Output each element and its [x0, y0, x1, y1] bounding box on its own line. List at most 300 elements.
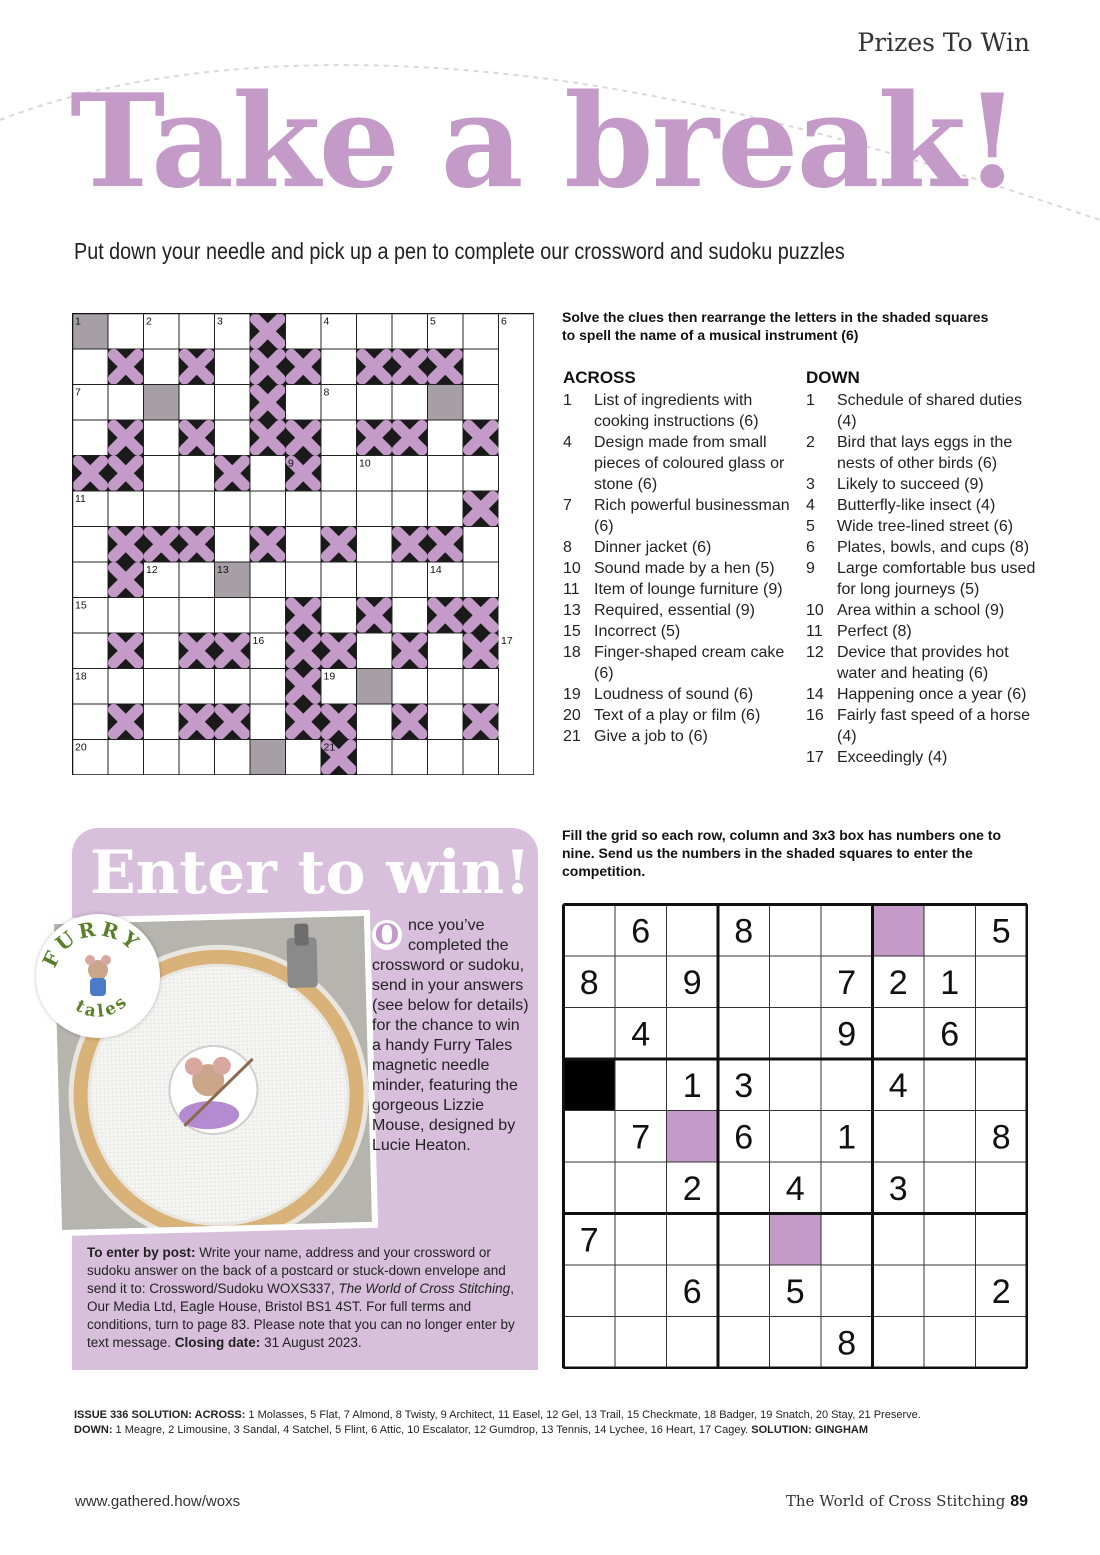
across-clues	[563, 368, 798, 747]
sudoku-cell[interactable]	[770, 1214, 822, 1266]
sudoku-cell[interactable]	[564, 1059, 616, 1111]
crossword-block	[463, 704, 499, 740]
crossword-block	[215, 704, 251, 740]
crossword-cell[interactable]	[144, 669, 180, 705]
across-clue-list	[563, 390, 798, 747]
down-heading: DOWN	[806, 368, 860, 387]
clue-item-number: 7	[563, 497, 572, 514]
crossword-block	[144, 527, 180, 563]
sudoku-cell[interactable]	[770, 1008, 822, 1060]
clue-number: 14	[430, 564, 442, 576]
sudoku-given: 7	[631, 1118, 651, 1157]
sudoku-given: 8	[579, 963, 599, 1002]
crossword-cell[interactable]	[73, 527, 109, 563]
crossword-cell[interactable]	[357, 633, 393, 669]
crossword-block	[108, 562, 144, 598]
clue-item-number: 3	[806, 476, 815, 493]
clue-number: 3	[217, 315, 223, 328]
sudoku-given: 8	[991, 1118, 1011, 1157]
crossword-cell[interactable]	[144, 491, 180, 527]
clue-item	[806, 474, 1036, 495]
sudoku-cell[interactable]	[564, 905, 616, 957]
clue-item-number: 5	[806, 518, 815, 535]
crossword-cell[interactable]	[428, 740, 464, 776]
crossword-cell[interactable]	[428, 704, 464, 740]
sudoku-cell[interactable]	[924, 1162, 976, 1214]
clue-item-number: 9	[806, 560, 815, 577]
crossword-cell[interactable]	[108, 491, 144, 527]
clue-item	[806, 432, 1036, 474]
sudoku-cell[interactable]	[615, 956, 667, 1008]
crossword-block	[108, 704, 144, 740]
sudoku-cell[interactable]	[821, 1265, 873, 1317]
crossword-cell[interactable]	[428, 420, 464, 456]
sudoku-cell[interactable]	[667, 1008, 719, 1060]
sudoku-given: 9	[682, 963, 702, 1002]
sudoku-cell[interactable]	[924, 1317, 976, 1369]
sudoku-cell[interactable]	[821, 905, 873, 957]
clue-item-text: Rich powerful businessman (6)	[594, 497, 790, 535]
crossword-cell[interactable]	[179, 669, 215, 705]
sudoku-given: 1	[837, 1118, 857, 1157]
section-label: Prizes To Win	[857, 28, 1030, 57]
crossword-cell[interactable]	[73, 562, 109, 598]
sudoku-cell[interactable]	[615, 1317, 667, 1369]
sudoku-cell[interactable]	[615, 1214, 667, 1266]
down-clues	[806, 368, 1036, 768]
crossword-cell[interactable]	[179, 491, 215, 527]
crossword-cell[interactable]	[250, 456, 286, 492]
clue-item-text: Plates, bowls, and cups (8)	[837, 539, 1030, 556]
sudoku-cell[interactable]	[873, 1214, 925, 1266]
clue-item-text: Item of lounge furniture (9)	[594, 581, 783, 598]
crossword-cell[interactable]	[215, 420, 251, 456]
sudoku-cell[interactable]	[821, 1059, 873, 1111]
sudoku-cell[interactable]	[718, 1214, 770, 1266]
clue-item-text: Butterfly-like insect (4)	[837, 497, 996, 514]
crossword-cell[interactable]	[463, 349, 499, 385]
clue-number: 6	[501, 315, 507, 328]
crossword-block	[250, 385, 286, 421]
clue-item	[806, 537, 1036, 558]
clue-item-number: 17	[806, 749, 824, 766]
crossword-cell[interactable]	[357, 314, 393, 350]
crossword-cell[interactable]	[286, 491, 322, 527]
crossword-block	[179, 633, 215, 669]
clue-item	[806, 747, 1036, 768]
sudoku-cell[interactable]	[615, 1265, 667, 1317]
crossword-block	[286, 704, 322, 740]
crossword-block	[108, 527, 144, 563]
closing-date-label: Closing date:	[174, 1335, 261, 1350]
crossword-block	[108, 349, 144, 385]
clue-item-text: Loudness of sound (6)	[594, 686, 754, 703]
clue-number: 17	[501, 635, 513, 647]
sudoku-cell[interactable]	[873, 1265, 925, 1317]
crossword-cell[interactable]	[215, 740, 251, 776]
sudoku-given: 9	[837, 1015, 857, 1054]
clue-item-number: 4	[563, 434, 572, 451]
sudoku-cell[interactable]	[924, 1265, 976, 1317]
sudoku-given: 7	[837, 963, 857, 1002]
crossword-cell[interactable]	[179, 598, 215, 634]
clue-item-text: Large comfortable bus used for long journeys (5)	[837, 560, 1036, 598]
sudoku-instruction: Fill the grid so each row, column and 3x3 box has numbers one to nine. Send us the numbers in the shaded squares to enter the competition.	[562, 827, 1002, 879]
crossword-cell[interactable]	[250, 562, 286, 598]
sudoku-cell[interactable]	[770, 1059, 822, 1111]
sudoku-grid[interactable]	[562, 903, 1028, 1369]
crossword-cell[interactable]	[179, 562, 215, 598]
crossword-block	[463, 598, 499, 634]
crossword-cell[interactable]	[144, 385, 180, 421]
sudoku-cell[interactable]	[770, 1111, 822, 1163]
crossword-cell[interactable]	[463, 314, 499, 350]
sudoku-cell[interactable]	[564, 1162, 616, 1214]
clue-number: 2	[146, 315, 152, 328]
crossword-cell[interactable]	[250, 704, 286, 740]
footer-magazine	[780, 1492, 1028, 1511]
clue-item-number: 13	[563, 602, 581, 619]
sudoku-cell[interactable]	[924, 1111, 976, 1163]
sudoku-cell[interactable]	[821, 1162, 873, 1214]
post-label: To enter by post:	[87, 1245, 196, 1260]
previous-solution	[74, 1408, 1074, 1438]
crossword-cell[interactable]	[144, 456, 180, 492]
clue-number: 13	[217, 564, 229, 576]
crossword-cell[interactable]	[357, 740, 393, 776]
clue-item-number: 10	[806, 602, 824, 619]
clue-item	[806, 495, 1036, 516]
sudoku-cell[interactable]	[615, 1059, 667, 1111]
clue-item-number: 21	[563, 728, 581, 745]
clue-item	[806, 621, 1036, 642]
sudoku-cell[interactable]	[924, 1214, 976, 1266]
crossword-cell[interactable]	[463, 456, 499, 492]
crossword-cell[interactable]	[179, 740, 215, 776]
sudoku-cell[interactable]	[976, 1317, 1028, 1369]
crossword-instruction: Solve the clues then rearrange the letters in the shaded squares to spell the name of a musical instrument (6)	[562, 309, 989, 343]
clue-number: 12	[146, 564, 158, 576]
clue-item-number: 4	[806, 497, 815, 514]
clue-item-number: 10	[563, 560, 581, 577]
sudoku-cell[interactable]	[718, 1162, 770, 1214]
crossword-cell[interactable]	[321, 456, 357, 492]
clue-item-text: Text of a play or film (6)	[594, 707, 761, 724]
sudoku-cell[interactable]	[821, 1214, 873, 1266]
crossword-cell[interactable]	[286, 562, 322, 598]
page-title: Take a break!	[70, 67, 1019, 217]
clue-number: 8	[323, 386, 330, 399]
crossword-cell[interactable]	[428, 385, 464, 421]
crossword-cell[interactable]	[286, 740, 322, 776]
crossword-cell[interactable]	[392, 562, 428, 598]
crossword-block	[286, 598, 322, 634]
clue-number: 9	[288, 457, 294, 470]
clue-item-text: Give a job to (6)	[594, 728, 708, 745]
sudoku-given: 6	[940, 1015, 960, 1054]
clue-item-text: Incorrect (5)	[594, 623, 681, 640]
crossword-cell[interactable]	[321, 562, 357, 598]
clue-item-number: 12	[806, 644, 824, 661]
crossword-cell[interactable]	[428, 669, 464, 705]
crossword-cell[interactable]	[73, 349, 109, 385]
page-number: 89	[1010, 1493, 1028, 1510]
crossword-cell[interactable]	[428, 491, 464, 527]
sudoku-given: 1	[682, 1066, 702, 1105]
crossword-cell[interactable]	[463, 562, 499, 598]
crossword-cell[interactable]	[428, 456, 464, 492]
clue-item-number: 2	[806, 434, 815, 451]
sudoku-given: 4	[631, 1015, 651, 1054]
crossword-cell[interactable]	[215, 491, 251, 527]
crossword-cell[interactable]	[392, 740, 428, 776]
clue-item-text: Area within a school (9)	[837, 602, 1005, 619]
clue-item-number: 18	[563, 644, 581, 661]
badge-text-bottom: tales	[72, 990, 133, 1023]
sudoku-cell[interactable]	[770, 905, 822, 957]
crossword-cell[interactable]	[144, 598, 180, 634]
crossword-cell[interactable]	[144, 633, 180, 669]
crossword-cell[interactable]	[392, 491, 428, 527]
sudoku-cell[interactable]	[564, 1008, 616, 1060]
crossword-cell[interactable]	[215, 598, 251, 634]
crossword-cell[interactable]	[144, 740, 180, 776]
competition-description	[372, 916, 532, 1156]
crossword-block	[357, 598, 393, 634]
sudoku-cell[interactable]	[718, 956, 770, 1008]
competition-title: Enter to win!	[90, 838, 531, 908]
sudoku-given: 6	[734, 1118, 754, 1157]
sudoku-given: 1	[940, 963, 960, 1002]
clue-number: 11	[75, 493, 86, 505]
solution-across-label: ACROSS:	[191, 1409, 246, 1421]
crossword-block	[286, 669, 322, 705]
clue-item-text: Device that provides hot water and heating (6)	[837, 644, 1009, 682]
sudoku-cell[interactable]	[976, 1162, 1028, 1214]
sudoku-given: 2	[682, 1169, 702, 1208]
clue-item	[806, 684, 1036, 705]
sudoku-given: 2	[888, 963, 908, 1002]
sudoku-cell[interactable]	[667, 1111, 719, 1163]
crossword-cell[interactable]	[286, 527, 322, 563]
clue-item	[563, 432, 798, 495]
sudoku-cell[interactable]	[667, 1214, 719, 1266]
clue-item	[563, 621, 798, 642]
crossword-block	[286, 349, 322, 385]
sudoku-given: 7	[579, 1221, 599, 1260]
crossword-cell[interactable]	[250, 740, 286, 776]
crossword-block	[463, 420, 499, 456]
competition-body: nce you’ve completed the crossword or sudoku, send in your answers (see below for details) for the chance to win a handy Furry Tales magnetic needle minder, featuring the gorgeous Lizzie Mouse, designed by Lucie Heaton.	[372, 917, 529, 1154]
crossword-block	[392, 420, 428, 456]
crossword-block	[108, 456, 144, 492]
clue-item	[806, 642, 1036, 684]
crossword-cell[interactable]	[321, 349, 357, 385]
crossword-cell[interactable]	[463, 669, 499, 705]
crossword-block	[357, 420, 393, 456]
sudoku-cell[interactable]	[718, 1265, 770, 1317]
clue-item-number: 11	[806, 623, 823, 640]
crossword-cell[interactable]	[250, 598, 286, 634]
crossword-block	[250, 349, 286, 385]
sudoku-cell[interactable]	[718, 1008, 770, 1060]
crossword-cell[interactable]	[357, 669, 393, 705]
sudoku-cell[interactable]	[976, 1214, 1028, 1266]
crossword-block	[357, 349, 393, 385]
clue-item	[563, 705, 798, 726]
sudoku-cell[interactable]	[873, 1111, 925, 1163]
crossword-cell[interactable]	[73, 704, 109, 740]
sudoku-given: 2	[991, 1272, 1011, 1311]
crossword-block	[108, 420, 144, 456]
clue-item-text: Finger-shaped cream cake (6)	[594, 644, 785, 682]
crossword-block	[179, 349, 215, 385]
sudoku-given: 4	[785, 1169, 805, 1208]
crossword-cell[interactable]	[250, 669, 286, 705]
sudoku-cell[interactable]	[667, 1317, 719, 1369]
crossword-cell[interactable]	[321, 491, 357, 527]
sudoku-cell[interactable]	[873, 905, 925, 957]
clue-item-number: 1	[806, 392, 815, 409]
sudoku-cell[interactable]	[564, 1111, 616, 1163]
clue-item	[563, 579, 798, 600]
crossword-cell[interactable]	[463, 740, 499, 776]
crossword-block	[215, 456, 251, 492]
clue-item-text: Required, essential (9)	[594, 602, 755, 619]
crossword-cell[interactable]	[463, 527, 499, 563]
crossword-cell[interactable]	[144, 704, 180, 740]
sudoku-cell[interactable]	[718, 1317, 770, 1369]
sudoku-cell[interactable]	[564, 1265, 616, 1317]
crossword-block	[392, 633, 428, 669]
crossword-cell[interactable]	[357, 527, 393, 563]
sudoku-cell[interactable]	[770, 1317, 822, 1369]
badge-text-top: FURRY	[37, 916, 147, 971]
crossword-cell[interactable]	[179, 456, 215, 492]
clue-number: 7	[75, 386, 81, 399]
page-subtitle: Put down your needle and pick up a pen to complete our crossword and sudoku puzzles	[74, 238, 845, 264]
solution-across: 1 Molasses, 5 Flat, 7 Almond, 8 Twisty, 9 Architect, 11 Easel, 12 Gel, 13 Trail, 15 Checkmate, 18 Badger, 19 Snatch, 20 Stay, 21 Preserve.	[245, 1409, 921, 1421]
crossword-cell[interactable]	[392, 598, 428, 634]
sudoku-cell[interactable]	[976, 1059, 1028, 1111]
crossword-cell[interactable]	[286, 314, 322, 350]
crossword-cell[interactable]	[392, 669, 428, 705]
crossword-cell[interactable]	[215, 385, 251, 421]
crossword-block	[286, 633, 322, 669]
crossword-cell[interactable]	[108, 385, 144, 421]
clue-item-number: 16	[806, 707, 824, 724]
sudoku-cell[interactable]	[976, 1008, 1028, 1060]
crossword-block	[250, 314, 286, 350]
crossword-block	[428, 598, 464, 634]
crossword-cell[interactable]	[250, 491, 286, 527]
clue-number: 5	[430, 315, 436, 328]
footer-url[interactable]: www.gathered.how/woxs	[75, 1493, 241, 1510]
sudoku-cell[interactable]	[924, 1059, 976, 1111]
crossword-block	[321, 527, 357, 563]
clue-item-text: Exceedingly (4)	[837, 749, 948, 766]
sudoku-cell[interactable]	[873, 1008, 925, 1060]
crossword-cell[interactable]	[428, 633, 464, 669]
crossword-cell[interactable]	[144, 420, 180, 456]
crossword-cell[interactable]	[144, 349, 180, 385]
drop-cap: O	[372, 920, 402, 950]
clue-item	[563, 558, 798, 579]
crossword-cell[interactable]	[179, 314, 215, 350]
crossword-cell[interactable]	[179, 385, 215, 421]
crossword-cell[interactable]	[392, 385, 428, 421]
crossword-grid[interactable]	[72, 313, 534, 775]
clue-number: 4	[323, 315, 330, 328]
crossword-cell[interactable]	[357, 491, 393, 527]
furry-tales-logo	[36, 914, 160, 1038]
furry-tales-badge	[36, 914, 160, 1038]
crossword-cell[interactable]	[215, 349, 251, 385]
sudoku-cell[interactable]	[873, 1317, 925, 1369]
crossword-cell[interactable]	[73, 420, 109, 456]
sudoku-cell[interactable]	[564, 1317, 616, 1369]
crossword-cell[interactable]	[286, 385, 322, 421]
crossword-block	[428, 349, 464, 385]
crossword-cell[interactable]	[357, 385, 393, 421]
sudoku-given: 3	[734, 1066, 754, 1105]
crossword-cell[interactable]	[357, 562, 393, 598]
clue-number: 18	[75, 670, 87, 683]
sudoku-cell[interactable]	[667, 905, 719, 957]
sudoku-cell[interactable]	[615, 1162, 667, 1214]
crossword-cell[interactable]	[108, 669, 144, 705]
across-heading: ACROSS	[563, 368, 636, 387]
sudoku-given: 8	[837, 1324, 857, 1363]
sudoku-given: 3	[888, 1169, 908, 1208]
clue-item	[806, 390, 1036, 432]
clue-number: 10	[359, 457, 371, 470]
crossword-cell[interactable]	[392, 456, 428, 492]
sudoku-given: 6	[682, 1272, 702, 1311]
crossword-cell[interactable]	[73, 633, 109, 669]
clue-item-number: 14	[806, 686, 824, 703]
crossword-cell[interactable]	[321, 420, 357, 456]
crossword-cell[interactable]	[215, 669, 251, 705]
crossword-cell[interactable]	[392, 314, 428, 350]
sudoku-cell[interactable]	[924, 905, 976, 957]
crossword-cell[interactable]	[108, 740, 144, 776]
down-clue-list	[806, 390, 1036, 768]
crossword-block	[250, 420, 286, 456]
crossword-cell[interactable]	[321, 598, 357, 634]
clue-item-number: 8	[563, 539, 572, 556]
clue-number: 19	[323, 670, 336, 683]
crossword-block	[250, 527, 286, 563]
clue-number: 15	[75, 599, 87, 612]
clue-item	[806, 705, 1036, 747]
solution-down-label: DOWN:	[74, 1424, 113, 1436]
crossword-block	[321, 633, 357, 669]
clue-item-text: Perfect (8)	[837, 623, 912, 640]
entry-instructions	[87, 1244, 527, 1352]
crossword-cell[interactable]	[108, 598, 144, 634]
crossword-cell[interactable]	[463, 385, 499, 421]
crossword-cell[interactable]	[215, 527, 251, 563]
clue-item-text: Happening once a year (6)	[837, 686, 1027, 703]
crossword-block	[392, 349, 428, 385]
crossword-block	[321, 704, 357, 740]
sudoku-cell[interactable]	[976, 956, 1028, 1008]
crossword-cell[interactable]	[108, 314, 144, 350]
sudoku-given: 6	[631, 912, 651, 951]
sudoku-cell[interactable]	[770, 956, 822, 1008]
crossword-cell[interactable]	[357, 704, 393, 740]
